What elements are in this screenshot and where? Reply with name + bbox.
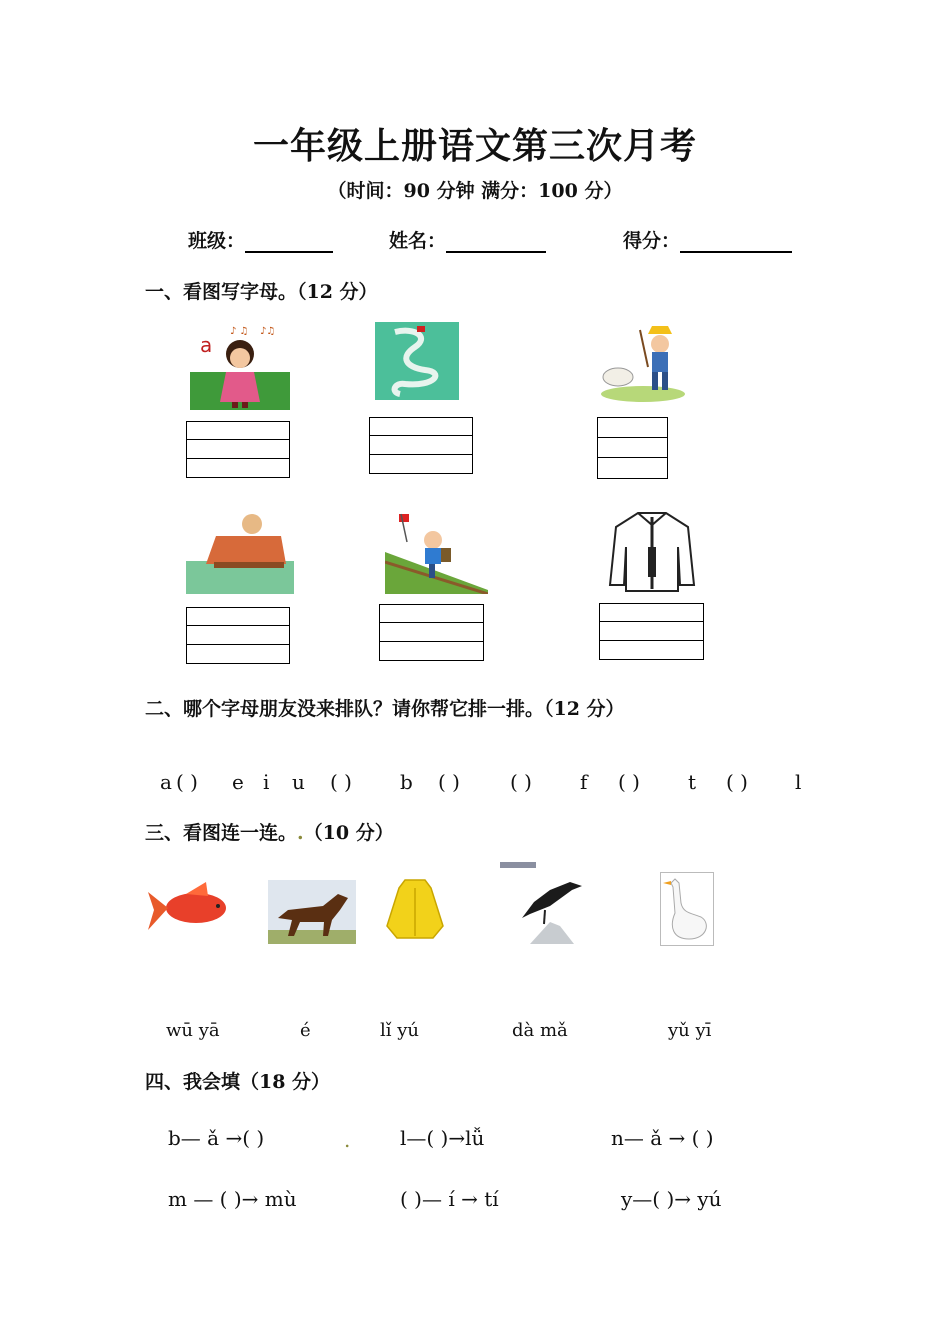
fish-image [146, 880, 230, 940]
exam-meta: （时间：90 分钟 满分：100 分） [327, 180, 623, 202]
seq-u: u [292, 770, 305, 794]
answer-box-4[interactable] [186, 607, 290, 664]
answer-box-5[interactable] [379, 604, 484, 661]
section-3-heading [145, 818, 394, 845]
name-field [389, 226, 546, 253]
svg-text:♪♫: ♪♫ [260, 326, 276, 337]
section-2-heading: 二、哪个字母朋友没来排队？请你帮它排一排。（12 分） [145, 698, 625, 720]
boy-herding-sheep-image [598, 322, 688, 404]
fill-r1-c1[interactable]: b— ǎ →( ) [168, 1126, 265, 1150]
name-label: 姓名： [389, 230, 447, 252]
stray-dot: . [297, 822, 304, 844]
pinyin-liyu: lǐ yú [380, 1020, 419, 1041]
answer-box-1[interactable] [186, 421, 290, 478]
section-1-heading: 一、看图写字母。（12 分） [145, 281, 378, 303]
score-field [623, 226, 792, 253]
pinyin-yuyi: yǔ yī [668, 1020, 712, 1041]
seq-e: e [232, 770, 244, 794]
boy-climbing-hill-image [385, 512, 488, 594]
goose-image [660, 872, 714, 946]
horse-image [268, 880, 356, 944]
svg-text:a: a [200, 333, 213, 357]
swan-on-water-image [375, 322, 459, 400]
buddha-statue-image [186, 506, 294, 594]
seq-blank-2[interactable]: ( ) [330, 770, 352, 794]
fill-r2-c1[interactable]: m — ( )→ mù [168, 1187, 297, 1211]
stray-dot-2: . [344, 1128, 351, 1152]
seq-blank-3[interactable]: ( ) [438, 770, 460, 794]
answer-box-6[interactable] [599, 603, 704, 660]
svg-text:♪ ♫: ♪ ♫ [230, 326, 249, 337]
name-blank[interactable] [446, 233, 546, 253]
jacket-with-zipper-image [608, 507, 696, 594]
seq-blank-5[interactable]: ( ) [618, 770, 640, 794]
seq-b: b [400, 770, 413, 794]
seq-f: f [580, 770, 588, 794]
class-blank[interactable] [245, 233, 333, 253]
seq-i: i [263, 770, 270, 794]
girl-singing-image [190, 322, 290, 410]
fill-r2-c3[interactable]: y—( )→ yú [621, 1187, 722, 1211]
seq-blank-4[interactable]: ( ) [510, 770, 532, 794]
pinyin-wuya: wū yā [166, 1020, 220, 1041]
raincoat-image [383, 876, 449, 942]
fill-r1-c3[interactable]: n— ǎ → ( ) [611, 1126, 714, 1150]
pinyin-e: é [300, 1020, 311, 1041]
page-title: 一年级上册语文第三次月考 [252, 125, 697, 167]
seq-blank-6[interactable]: ( ) [726, 770, 748, 794]
section-3-title: 三、看图连一连。 [145, 822, 298, 844]
fill-r1-c2[interactable]: l—( )→lǚ [400, 1126, 485, 1150]
fill-r2-c2[interactable]: ( )— í → tí [400, 1187, 499, 1211]
section-4-heading: 四、我会填（18 分） [145, 1071, 331, 1093]
class-field [188, 226, 333, 253]
crow-image [500, 862, 590, 944]
section-3-points: （10 分） [303, 822, 394, 844]
seq-a: a [160, 770, 172, 794]
pinyin-dama: dà mǎ [512, 1020, 568, 1041]
seq-t: t [688, 770, 697, 794]
answer-box-3[interactable] [597, 417, 668, 479]
answer-box-2[interactable] [369, 417, 473, 474]
score-label: 得分： [623, 230, 681, 252]
score-blank[interactable] [680, 233, 792, 253]
class-label: 班级： [188, 230, 246, 252]
seq-blank-1[interactable]: ( ) [176, 770, 198, 794]
seq-l: l [795, 770, 802, 794]
